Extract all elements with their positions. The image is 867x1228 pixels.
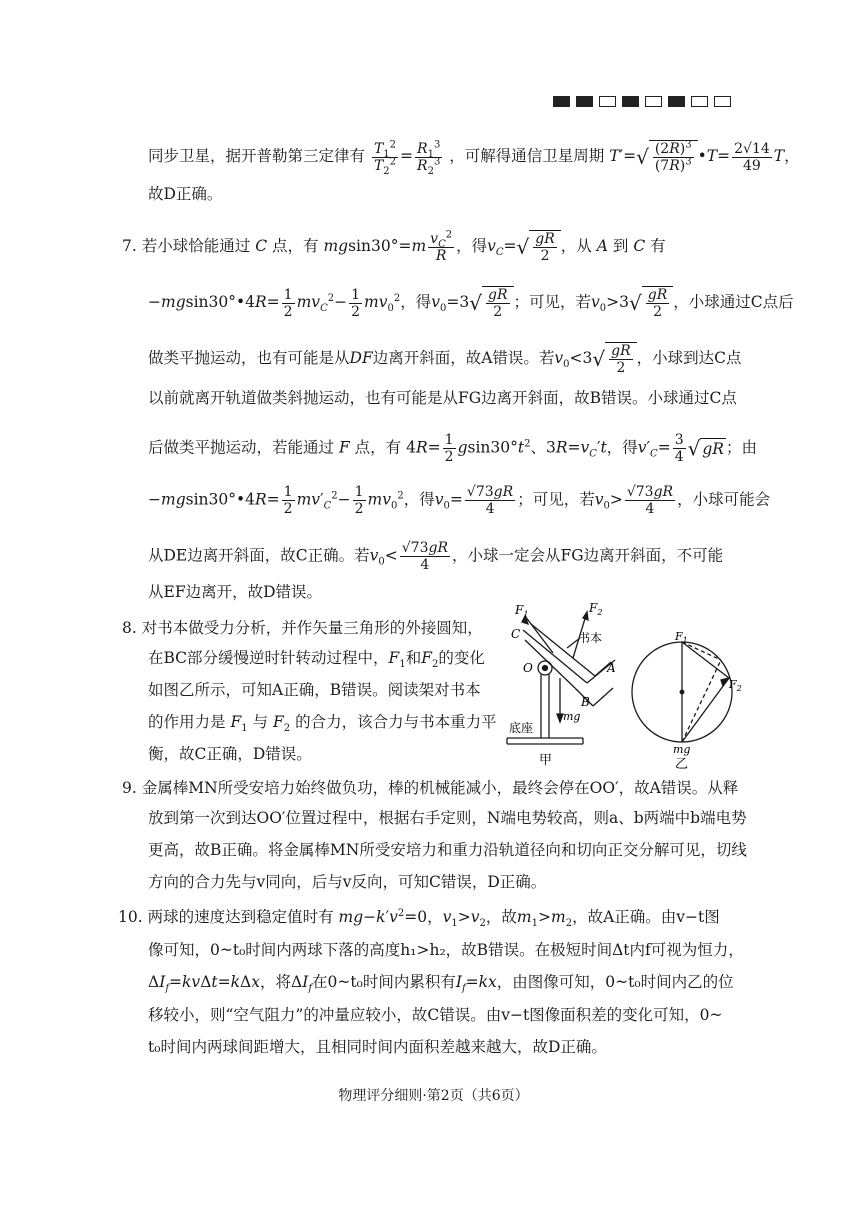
q10-line-3: $\Delta I_f=kv\Delta t=k\Delta x$，将$\Delta I_f$在0~t₀时间内累积有$I_f=kx$，由图像可知，0~t₀时间内乙的位 bbox=[148, 973, 734, 995]
q6-line-2: 故D正确。 bbox=[148, 185, 223, 203]
q9-line-1: 9. 金属棒MN所受安培力始终做负功，棒的机械能减小，最终会停在OO′，故A错误。从释 bbox=[122, 779, 739, 797]
q8-line-5: 衡，故C正确，D错误。 bbox=[148, 745, 312, 763]
label-book: 书本 bbox=[578, 631, 603, 645]
indicator-square bbox=[714, 96, 731, 107]
indicator-square bbox=[599, 96, 616, 107]
q8-line-3: 如图乙所示，可知A正确，B错误。阅读架对书本 bbox=[148, 681, 481, 699]
q9-line-3: 更高，故B正确。将金属棒MN所受安培力和重力沿轨道径向和切向正交分解可见，切线 bbox=[148, 841, 747, 859]
q7-line-1: 7. 若小球恰能通过 C 点，有 mgsin30°=m $\frac{v_C^2}{R}$ ，得$v_C=√$ $\frac{gR}{2}$ ，从 A 到 C 有 bbox=[122, 228, 666, 264]
label-f1: $F_1$ bbox=[515, 603, 529, 619]
q7-line-4: 以前就离开轨道做类斜抛运动，也有可能是从FG边离开斜面，故B错误。小球通过C点 bbox=[148, 389, 737, 407]
page-footer: 物理评分细则·第2页（共6页） bbox=[338, 1088, 529, 1104]
q7-line-5: 后做类平抛运动，若能通过 F 点，有 4R= $\frac{1}{2}$ $gsin30^\circ t^2$、$3R=v_C't$，得$v'_C=$ $\frac{3}{4}$ √ gR ；由 bbox=[148, 432, 757, 465]
q6-line-1: 同步卫星，据开普勒第三定律有 $\frac{T_1^2}{T_2^2}$ = $\frac{R_1^3}{R_2^3}$ ，可解得通信卫星周期 T′=√ $\frac{(2R)^3}{(7R)^3}$ •T= $\frac{2√14}{49}$ T， bbox=[148, 138, 800, 177]
q7-line-2: −mgsin30°•4R= $\frac{1}{2}$ $mv_C^2-$ $\frac{1}{2}$ $mv_0^2$，得$v_0=3√$ $\frac{gR}{2}$ ；可见，若$v_0>3√$ $\frac{gR}{2}$ ，小球通过C点后 bbox=[148, 286, 794, 320]
q9-line-4: 方向的合力先与v同向，后与v反向，可知C错误，D正确。 bbox=[148, 873, 547, 891]
q7-line-8: 从EF边离开，故D错误。 bbox=[148, 583, 322, 601]
q7-line-6: −mgsin30°•4R= $\frac{1}{2}$ $mv'_C^2-$ $\frac{1}{2}$ $mv_0^2$，得$v_0=$ $\frac{√73gR}{4}$ ；可见，若$v_0>$ $\frac{√73gR}{4}$ ，小球可能会 bbox=[148, 484, 771, 517]
q10-line-4: 移较小，则“空气阻力”的冲量应较小，故C错误。由v−t图像面积差的变化可知，0~ bbox=[148, 1006, 723, 1024]
q8-line-2: 在BC部分缓慢逆时针转动过程中，$F_1$和$F_2$的变化 bbox=[148, 649, 485, 671]
q9-line-2: 放到第一次到达OO′位置过程中，根据右手定则，N端电势较高，则a、b两端中b端电势 bbox=[148, 809, 747, 827]
q8-line-4: 的作用力是 $F_1$ 与 $F_2$ 的合力，该合力与书本重力平 bbox=[148, 713, 497, 735]
indicator-square bbox=[691, 96, 708, 107]
label-a: A bbox=[607, 661, 616, 675]
label-c: C bbox=[511, 627, 521, 641]
label-yi-mg: mg bbox=[673, 743, 691, 756]
label-yi: 乙 bbox=[675, 757, 689, 770]
label-b: B bbox=[581, 695, 590, 709]
q10-line-2: 像可知，0~t₀时间内两球下落的高度h₁>h₂，故B错误。在极短时间Δt内f可视为恒力， bbox=[148, 941, 744, 959]
indicator-square bbox=[668, 96, 685, 107]
indicator-square bbox=[645, 96, 662, 107]
label-o: O bbox=[523, 661, 533, 675]
indicator-square bbox=[553, 96, 570, 107]
figure-yi bbox=[632, 642, 732, 742]
indicator-square bbox=[622, 96, 639, 107]
label-mg: mg bbox=[563, 710, 581, 723]
label-yi-f2: $F_2$ bbox=[729, 678, 742, 693]
label-base: 底座 bbox=[509, 721, 534, 735]
q7-line-7: 从DE边离开斜面，故C正确。若$v_0<$ $\frac{√73gR}{4}$ ，小球一定会从FG边离开斜面，不可能 bbox=[148, 540, 724, 573]
q8-figure bbox=[495, 598, 755, 770]
q10-line-5: t₀时间内两球间距增大，且相同时间内面积差越来越大，故D正确。 bbox=[148, 1038, 607, 1056]
q10-line-1: 10. 两球的速度达到稳定值时有 $mg-k'v^2=0$，$v_1>v_2$，故$m_1>m_2$，故A正确。由v−t图 bbox=[118, 907, 720, 930]
label-jia: 甲 bbox=[539, 753, 553, 768]
page-indicator bbox=[553, 96, 731, 107]
label-yi-f1: $F_1$ bbox=[675, 630, 688, 645]
label-f2: $F_2$ bbox=[589, 601, 603, 617]
indicator-square bbox=[576, 96, 593, 107]
q7-line-3: 做类平抛运动，也有可能是从DF边离开斜面，故A错误。若$v_0<3√$ $\frac{gR}{2}$ ，小球到达C点 bbox=[148, 343, 742, 376]
q8-line-1: 8. 对书本做受力分析，并作矢量三角形的外接圆知， bbox=[122, 619, 483, 637]
